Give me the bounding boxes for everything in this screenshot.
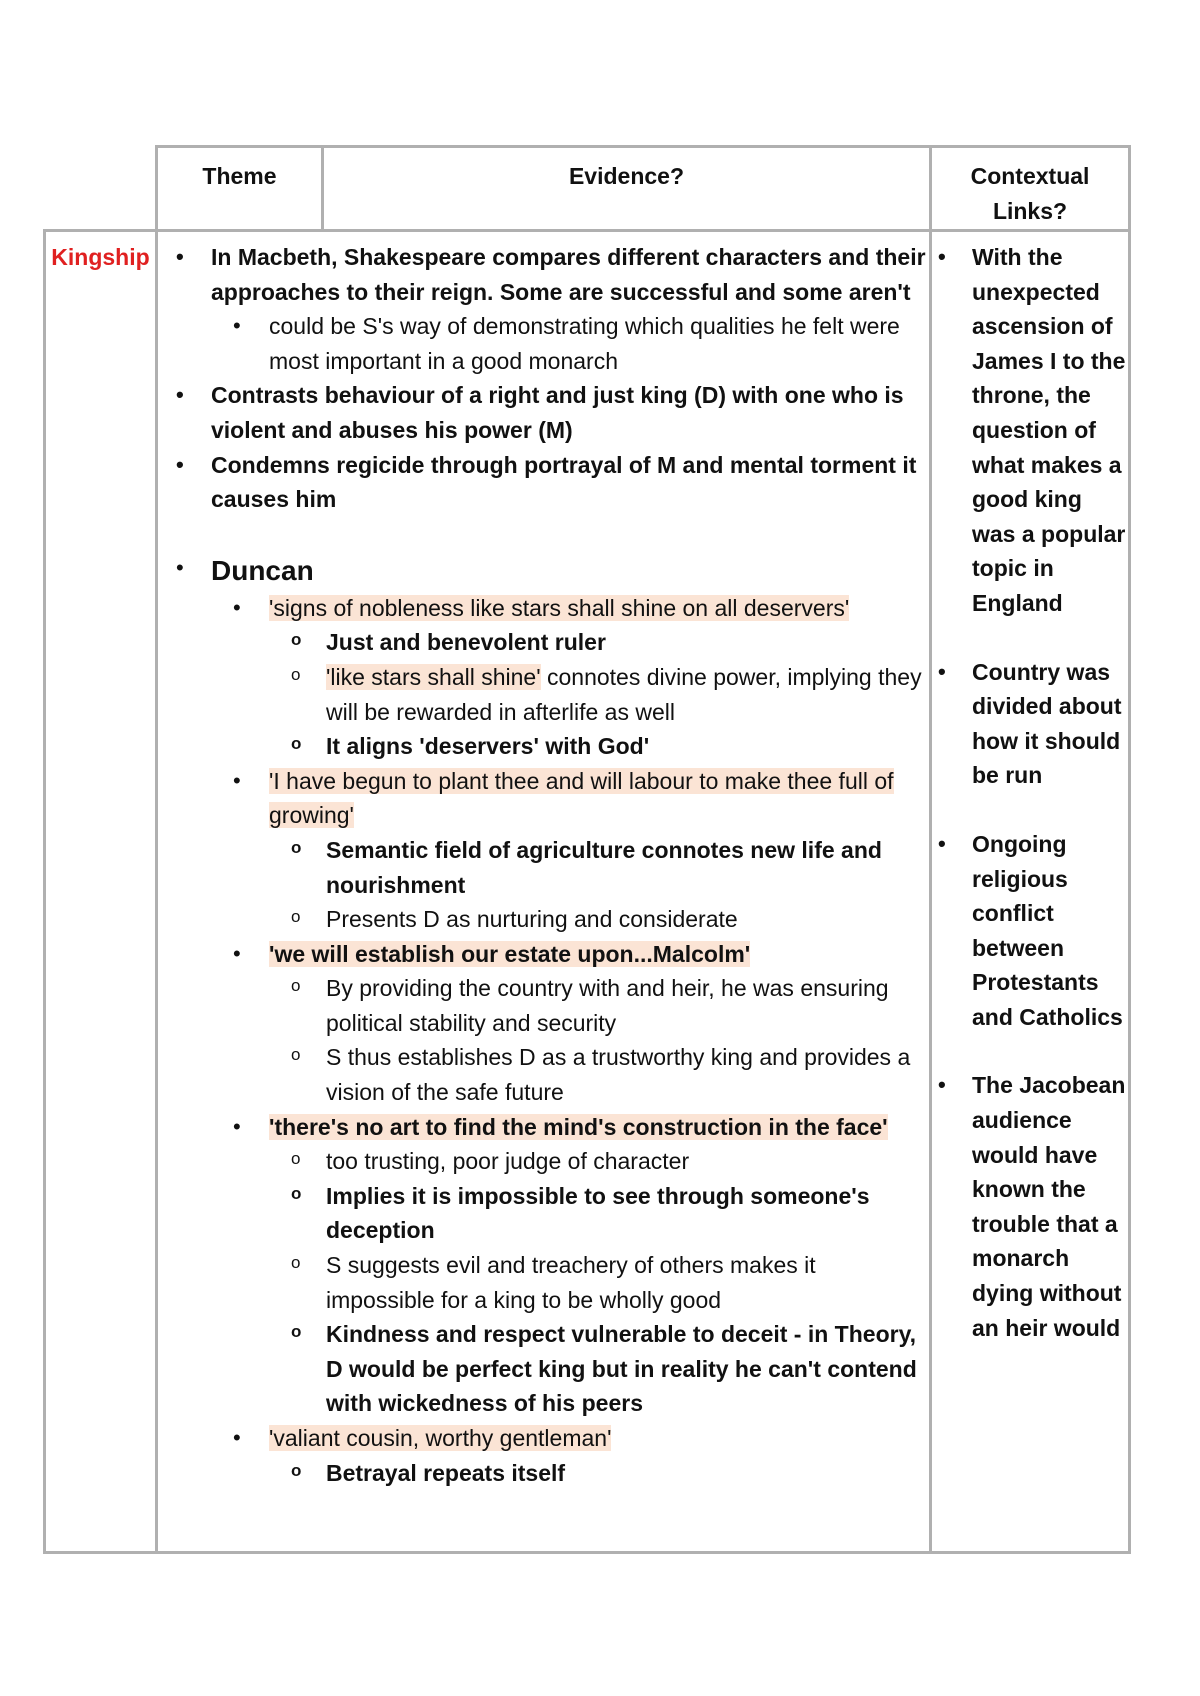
quote-item — [211, 1110, 929, 1421]
context-item: • With the unexpected ascension of James I to the throne, the question of what makes a good king was a popular topic in England — [932, 240, 1128, 621]
evidence-list — [158, 240, 929, 517]
quote-item — [211, 937, 929, 1110]
note-item: o It aligns 'deservers' with God' — [269, 729, 929, 764]
quote-item — [211, 1421, 929, 1490]
note-item: o Semantic field of agriculture connotes new life and nourishment — [269, 833, 929, 902]
list-item: • Contrasts behaviour of a right and just king (D) with one who is violent and abuses his power (M) — [158, 378, 929, 447]
context-item: • Ongoing religious conflict between Protestants and Catholics — [932, 827, 1128, 1035]
quote-text: 'I have begun to plant thee and will labour to make thee full of growing' — [269, 767, 894, 829]
note-item: o Betrayal repeats itself — [269, 1456, 929, 1491]
note-item: o Presents D as nurturing and considerate — [269, 902, 929, 937]
context-header: Contextual Links? — [931, 147, 1130, 231]
duncan-heading: Duncan — [211, 554, 314, 586]
theme-header: Theme — [157, 147, 323, 231]
quote-text: 'we will establish our estate upon...Malcolm' — [269, 940, 751, 967]
context-list — [932, 240, 1128, 1345]
list-item: • could be S's way of demonstrating which qualities he felt were most important in a good monarch — [211, 309, 929, 378]
quote-text: 'signs of nobleness like stars shall shine on all deservers' — [269, 594, 850, 621]
note-item: o too trusting, poor judge of character — [269, 1144, 929, 1179]
context-item: • The Jacobean audience would have known the trouble that a monarch dying without an heir would — [932, 1068, 1128, 1345]
quote-text: 'valiant cousin, worthy gentleman' — [269, 1425, 612, 1451]
context-cell — [931, 231, 1130, 1553]
duncan-list — [158, 551, 929, 1490]
note-item: o 'like stars shall shine' connotes divine power, implying they will be rewarded in afterlife as well — [269, 660, 929, 729]
empty-corner-cell — [45, 147, 157, 231]
theme-label: Kingship — [45, 231, 157, 1553]
kingship-row — [45, 231, 1130, 1553]
note-item: o By providing the country with and heir, he was ensuring political stability and security — [269, 971, 929, 1040]
header-row — [45, 147, 1130, 231]
quote-item — [211, 764, 929, 937]
evidence-cell — [157, 231, 931, 1553]
list-item: • Condemns regicide through portrayal of M and mental torment it causes him — [158, 448, 929, 517]
note-item: o Just and benevolent ruler — [269, 625, 929, 660]
list-item: • In Macbeth, Shakespeare compares different characters and their approaches to their reign. Some are successful and some aren't • could be S's way of demonstrating which qualities he felt were most important in a good monarch — [158, 240, 929, 378]
quote-item — [211, 591, 929, 764]
revision-table — [43, 145, 1131, 1554]
duncan-section — [158, 551, 929, 1490]
note-item: o Implies it is impossible to see through someone's deception — [269, 1179, 929, 1248]
note-item: o S thus establishes D as a trustworthy king and provides a vision of the safe future — [269, 1040, 929, 1109]
evidence-header: Evidence? — [323, 147, 931, 231]
quote-text: 'there's no art to find the mind's construction in the face' — [269, 1113, 888, 1140]
note-item: o S suggests evil and treachery of others makes it impossible for a king to be wholly good — [269, 1248, 929, 1317]
note-item: o Kindness and respect vulnerable to deceit - in Theory, D would be perfect king but in reality he can't contend with wickedness of his peers — [269, 1317, 929, 1421]
context-item: • Country was divided about how it should be run — [932, 655, 1128, 793]
